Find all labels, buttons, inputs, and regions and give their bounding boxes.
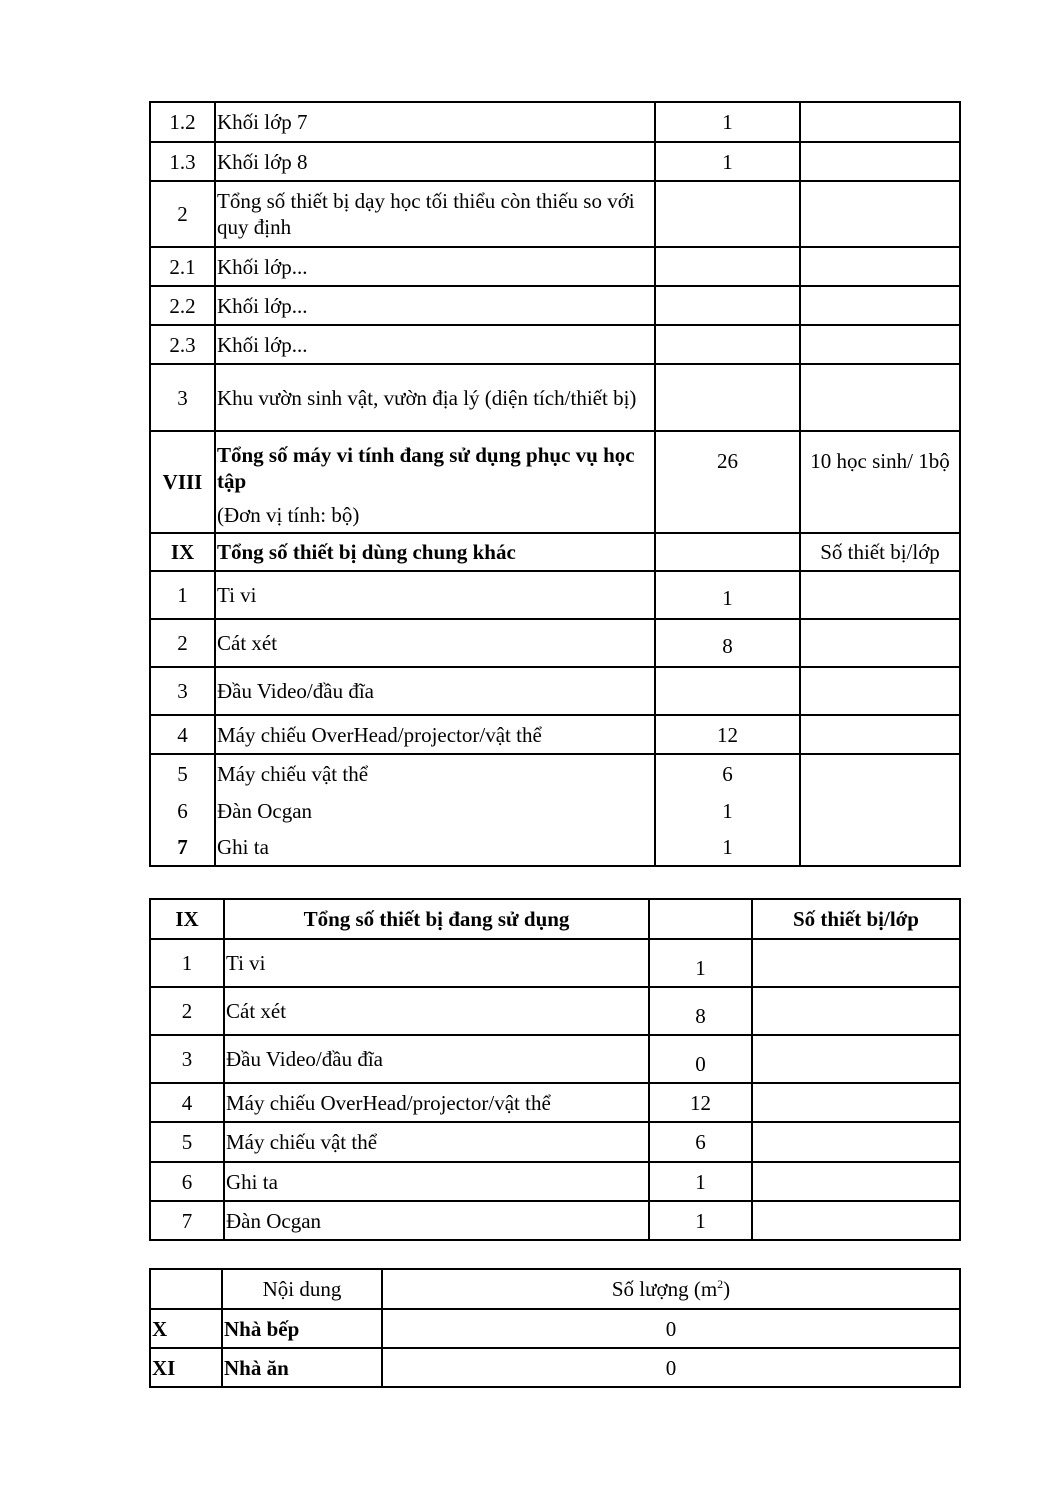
row-content: Ti vi (215, 571, 655, 619)
table-header-row (150, 1269, 960, 1309)
row-content: Đầu Video/đầu đĩa (215, 667, 655, 715)
row-quantity (655, 667, 800, 715)
row-note (752, 1122, 960, 1162)
row-number: 7 (150, 829, 215, 866)
row-quantity: 12 (655, 715, 800, 754)
row-content: Cát xét (215, 619, 655, 667)
table-row (150, 1083, 960, 1122)
table-row (150, 286, 960, 325)
row-number: 1 (150, 571, 215, 619)
table-row (150, 667, 960, 715)
row-content: Máy chiếu vật thể (224, 1122, 649, 1162)
row-note (752, 1035, 960, 1083)
table-row (150, 571, 960, 619)
row-note (752, 987, 960, 1035)
row-quantity: 8 (649, 987, 752, 1035)
row-quantity (655, 286, 800, 325)
section-number: IX (150, 899, 224, 939)
section-title-cell (215, 431, 655, 533)
section-title: Tổng số thiết bị đang sử dụng (224, 899, 649, 939)
row-number: 2.2 (150, 286, 215, 325)
row-number: X (150, 1309, 222, 1348)
row-content: Đầu Video/đầu đĩa (224, 1035, 649, 1083)
table-row (150, 325, 960, 364)
row-number: 4 (150, 715, 215, 754)
table-row (150, 1162, 960, 1201)
row-quantity: 1 (655, 792, 800, 829)
table-row (150, 142, 960, 181)
row-quantity: 1 (655, 829, 800, 866)
row-number: 2 (150, 987, 224, 1035)
row-number: 6 (150, 1162, 224, 1201)
row-quantity: 1 (649, 1162, 752, 1201)
table-row (150, 829, 960, 866)
row-note (800, 754, 960, 792)
row-content: Tổng số thiết bị dạy học tối thiểu còn thiếu so với quy định (215, 181, 655, 247)
row-quantity: 0 (649, 1035, 752, 1083)
row-quantity: 1 (655, 102, 800, 142)
row-content: Khối lớp... (215, 325, 655, 364)
section-quantity (655, 533, 800, 571)
quantity-unit-exponent: 2 (717, 1277, 724, 1291)
row-number: 1.2 (150, 102, 215, 142)
row-number: 2.1 (150, 247, 215, 286)
row-number: 3 (150, 1035, 224, 1083)
header-number (150, 1269, 222, 1309)
row-number: 2.3 (150, 325, 215, 364)
row-number: 2 (150, 619, 215, 667)
table-row (150, 1035, 960, 1083)
row-content: Đàn Ocgan (215, 792, 655, 829)
row-content: Đàn Ocgan (224, 1201, 649, 1240)
facilities-table (149, 1268, 961, 1388)
row-content: Nhà ăn (222, 1348, 382, 1387)
row-number: 1 (150, 939, 224, 987)
row-number: 3 (150, 667, 215, 715)
row-content: Khối lớp... (215, 286, 655, 325)
row-note (800, 247, 960, 286)
table-row (150, 754, 960, 792)
row-note (752, 1162, 960, 1201)
table-row (150, 1201, 960, 1240)
row-quantity: 1 (655, 571, 800, 619)
header-quantity (649, 899, 752, 939)
header-content: Nội dung (222, 1269, 382, 1309)
row-content: Ti vi (224, 939, 649, 987)
row-note (800, 142, 960, 181)
row-number: 1.3 (150, 142, 215, 181)
row-note (800, 181, 960, 247)
row-content: Khối lớp 7 (215, 102, 655, 142)
row-content: Ghi ta (215, 829, 655, 866)
row-quantity: 0 (382, 1309, 960, 1348)
row-note (752, 1083, 960, 1122)
section-title: Tổng số máy vi tính đang sử dụng phục vụ học tập (217, 443, 635, 493)
row-note (800, 364, 960, 431)
header-note: Số thiết bị/lớp (752, 899, 960, 939)
row-quantity: 1 (649, 939, 752, 987)
row-quantity (655, 325, 800, 364)
section-quantity: 26 (655, 431, 800, 533)
table-row (150, 181, 960, 247)
row-quantity: 8 (655, 619, 800, 667)
row-note (800, 571, 960, 619)
row-content: Khu vườn sinh vật, vườn địa lý (diện tích/thiết bị) (215, 364, 655, 431)
table-row (150, 247, 960, 286)
table-row (150, 1122, 960, 1162)
table-row (150, 792, 960, 829)
row-note (800, 829, 960, 866)
row-note (800, 325, 960, 364)
row-content: Nhà bếp (222, 1309, 382, 1348)
table-row (150, 364, 960, 431)
section-ix-row (150, 533, 960, 571)
row-quantity (655, 181, 800, 247)
section-note: 10 học sinh/ 1bộ (800, 431, 960, 533)
table-header-row (150, 899, 960, 939)
table-row (150, 715, 960, 754)
section-number: IX (150, 533, 215, 571)
row-content: Máy chiếu vật thể (215, 754, 655, 792)
quantity-label: Số lượng (m (611, 1277, 718, 1301)
quantity-label-close: ) (723, 1277, 731, 1301)
row-number: 7 (150, 1201, 224, 1240)
section-viii-row (150, 431, 960, 533)
row-number: 3 (150, 364, 215, 431)
table-row (150, 1309, 960, 1348)
equipment-table (149, 101, 961, 867)
row-quantity: 0 (382, 1348, 960, 1387)
section-unit: (Đơn vị tính: bộ) (217, 503, 360, 527)
row-note (800, 715, 960, 754)
row-content: Máy chiếu OverHead/projector/vật thể (215, 715, 655, 754)
row-quantity (655, 364, 800, 431)
row-content: Cát xét (224, 987, 649, 1035)
row-number: 2 (150, 181, 215, 247)
header-quantity (382, 1269, 960, 1309)
row-quantity: 6 (655, 754, 800, 792)
row-note (800, 102, 960, 142)
row-note (800, 619, 960, 667)
row-quantity: 6 (649, 1122, 752, 1162)
section-title: Tổng số thiết bị dùng chung khác (215, 533, 655, 571)
row-content: Máy chiếu OverHead/projector/vật thể (224, 1083, 649, 1122)
row-number: 4 (150, 1083, 224, 1122)
section-number: VIII (150, 431, 215, 533)
row-number: XI (150, 1348, 222, 1387)
row-note (752, 1201, 960, 1240)
table-row (150, 939, 960, 987)
table-row (150, 987, 960, 1035)
row-note (800, 286, 960, 325)
section-note: Số thiết bị/lớp (800, 533, 960, 571)
row-content: Khối lớp 8 (215, 142, 655, 181)
row-note (800, 792, 960, 829)
row-number: 6 (150, 792, 215, 829)
table-row (150, 1348, 960, 1387)
row-note (752, 939, 960, 987)
row-quantity: 1 (655, 142, 800, 181)
table-row (150, 102, 960, 142)
row-quantity: 1 (649, 1201, 752, 1240)
row-content: Khối lớp... (215, 247, 655, 286)
row-quantity (655, 247, 800, 286)
row-number: 5 (150, 754, 215, 792)
row-quantity: 12 (649, 1083, 752, 1122)
row-content: Ghi ta (224, 1162, 649, 1201)
row-number: 5 (150, 1122, 224, 1162)
table-row (150, 619, 960, 667)
devices-in-use-table (149, 898, 961, 1241)
row-note (800, 667, 960, 715)
